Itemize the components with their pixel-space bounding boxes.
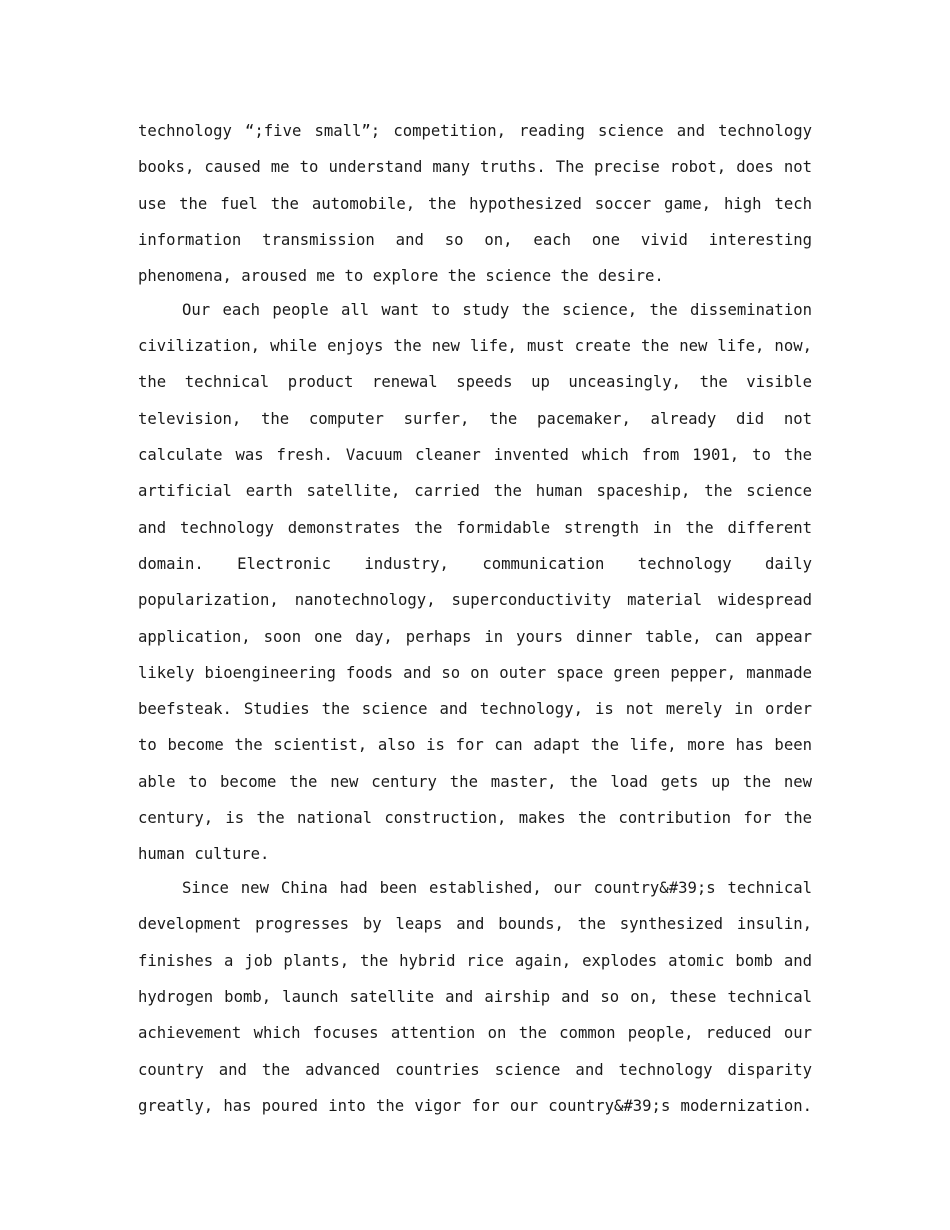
paragraph-2: Our each people all want to study the science, the dissemination civilization, while enjoys the new life, must create the new life, now, the technical product renewal speeds up unceasingly, the visible television, the computer surfer, the pacemaker, already did not calculate was fresh. Vacuum cleaner invented which from 1901, to the artificial earth satellite, carried the human spaceship, the science and technology demonstrates the formidable strength in the different domain. Electronic industry, communication technology daily popularization, nanotechnology, superconductivity material widespread application, soon one day, perhaps in yours dinner table, can appear likely bioengineering foods and so on outer space green pepper, manmade beefsteak. Studies the science and technology, is not merely in order to become the scientist, also is for can adapt the life, more has been able to become the new century the master, the load gets up the new century, is the national construction, makes the contribution for the human culture. (138, 300, 812, 864)
paragraph-1: technology “;five small”; competition, reading science and technology books, caused me to understand many truths. The precise robot, does not use the fuel the automobile, the hypothesized soccer game, high tech information transmission and so on, each one vivid interesting phenomena, aroused me to explore the science the desire. (138, 122, 812, 286)
paragraph-3: Since new China had been established, our country&#39;s technical development progresses by leaps and bounds, the synthesized insulin, finishes a job plants, the hybrid rice again, explodes atomic bomb and hydrogen bomb, launch satellite and airship and so on, these technical achievement which focuses attention on the common people, reduced our country and the advanced countries science and technology disparity greatly, has poured into the vigor for our country&#39;s modernization. (138, 879, 812, 1115)
document-body (138, 113, 812, 1124)
